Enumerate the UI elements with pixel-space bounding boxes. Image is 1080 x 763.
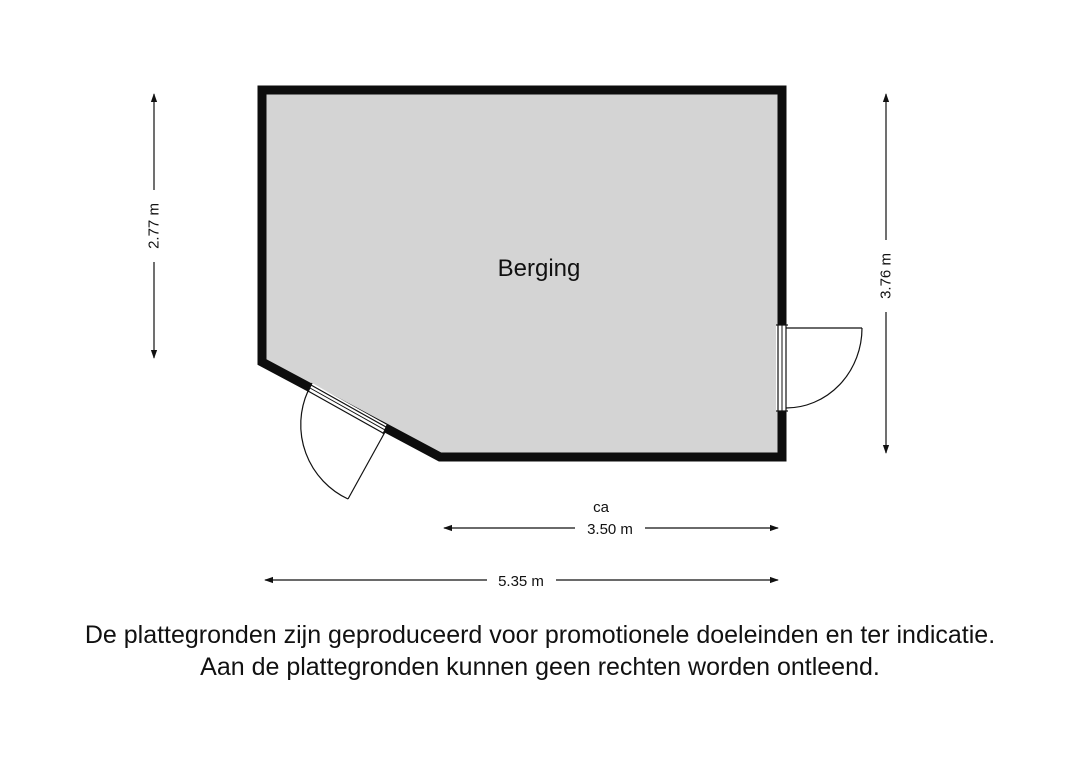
left-height-dimension xyxy=(146,94,163,358)
room-label: Berging xyxy=(497,255,581,282)
left-height-label: 2.77 m xyxy=(145,203,163,249)
right-height-label: 3.76 m xyxy=(877,253,895,299)
diagonal-door-leaf xyxy=(348,432,385,499)
inner-width-prefix: ca xyxy=(593,499,609,516)
right-door-swing-arc xyxy=(786,328,862,408)
total-width-dimension xyxy=(265,573,778,590)
disclaimer-line-2: Aan de plattegronden kunnen geen rechten worden ontleend. xyxy=(200,653,880,681)
disclaimer-line-1: De plattegronden zijn geproduceerd voor promotionele doeleinden en ter indicatie. xyxy=(84,621,996,649)
total-width-label: 5.35 m xyxy=(498,573,544,590)
right-door xyxy=(776,325,862,411)
inner-width-dimension xyxy=(444,499,778,538)
inner-width-label: 3.50 m xyxy=(587,521,633,538)
right-height-dimension xyxy=(878,94,895,453)
